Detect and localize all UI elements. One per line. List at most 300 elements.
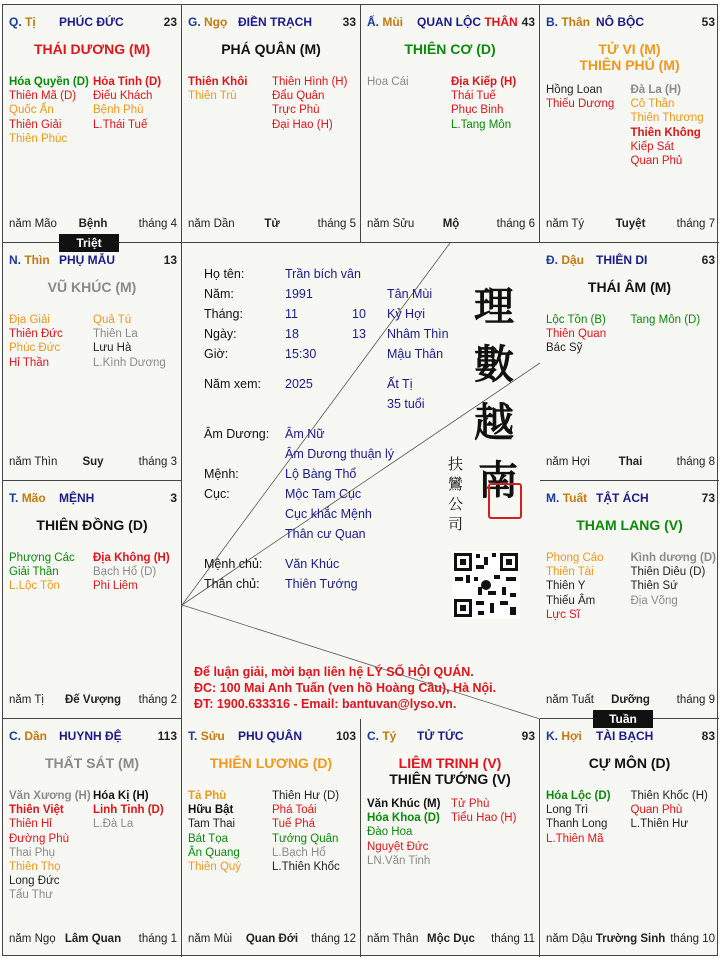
- palace-year: năm Dậu: [546, 933, 593, 945]
- star-item: Thiên Giải: [9, 118, 62, 131]
- star-column-left: [9, 551, 93, 594]
- palace-footer: [9, 933, 177, 947]
- horoscope-chart: [2, 4, 718, 956]
- star-item: Hỉ Thần: [9, 356, 50, 369]
- minor-stars: [188, 789, 356, 874]
- palace-than: [540, 5, 719, 243]
- star-column-left: [188, 789, 272, 874]
- month-lunar: 10: [352, 307, 366, 321]
- main-star: CỰ MÔN (D): [588, 755, 671, 771]
- palace-stage: Bệnh: [78, 218, 108, 230]
- star-item: LN.Văn Tinh: [367, 854, 431, 867]
- star-item: Quan Phù: [630, 804, 683, 817]
- logo-small-1: 扶: [448, 455, 464, 473]
- palace-can-chi: B. Thân: [546, 15, 591, 29]
- palace-month: tháng 6: [496, 218, 535, 230]
- palace-can-chi: Q. Tị: [9, 15, 36, 29]
- palace-mao: [3, 481, 182, 719]
- star-column-right: [631, 313, 716, 356]
- star-column-right: [272, 75, 356, 132]
- main-stars: [3, 517, 181, 533]
- palace-name: TẬT ÁCH: [596, 491, 649, 505]
- hour-value: 15:30: [285, 347, 317, 361]
- view-year-value: 2025: [285, 377, 313, 391]
- star-item: Điếu Khách: [93, 90, 153, 103]
- year-label: Năm:: [204, 287, 234, 301]
- palace-name: ĐIỀN TRẠCH: [238, 15, 312, 29]
- palace-can-chi: T. Mão: [9, 491, 46, 505]
- cuc-value: Mộc Tam Cục: [285, 487, 362, 501]
- palace-month: tháng 3: [138, 456, 177, 468]
- palace-month: tháng 12: [311, 933, 356, 945]
- star-item: Đào Hoa: [367, 826, 413, 839]
- palace-month: tháng 9: [676, 694, 715, 706]
- palace-month: tháng 8: [676, 456, 715, 468]
- palace-stage: Tử: [264, 218, 280, 230]
- month-solar: 11: [285, 307, 298, 321]
- than-chu-label: Thân chủ:: [204, 577, 260, 591]
- star-item: Thiên Thương: [630, 112, 704, 125]
- palace-age: 3: [170, 491, 177, 505]
- palace-stage: Suy: [82, 456, 104, 468]
- palace-name: MỆNH: [59, 491, 95, 505]
- star-item: Thiên Hư (D): [272, 790, 340, 802]
- star-item: Cô Thần: [630, 98, 675, 111]
- star-item: Thiên Trù: [188, 90, 237, 103]
- star-item: Phi Liêm: [93, 580, 138, 593]
- main-stars: [540, 41, 719, 73]
- main-stars: [540, 517, 719, 533]
- palace-name: QUAN LỘC THÂN: [417, 15, 518, 29]
- main-stars: [182, 41, 360, 57]
- seal-stamp: [488, 483, 522, 519]
- palace-footer: [546, 694, 715, 708]
- palace-year: năm Tị: [9, 694, 44, 706]
- year-value: 1991: [285, 287, 313, 301]
- cuc-label: Cục:: [204, 487, 230, 501]
- palace-age: 93: [521, 729, 535, 743]
- star-item: Địa Giải: [9, 314, 50, 326]
- star-column-right: [631, 551, 716, 622]
- menh-chu-value: Văn Khúc: [285, 557, 340, 571]
- palace-ty: [361, 719, 540, 957]
- palace-year: năm Mùi: [188, 933, 233, 945]
- star-item: Văn Xương (H): [9, 790, 91, 802]
- minor-stars: [9, 789, 177, 903]
- palace-year: năm Sửu: [367, 218, 415, 230]
- palace-year: năm Dần: [188, 218, 235, 230]
- palace-year: năm Thìn: [9, 456, 58, 468]
- minor-stars: [546, 83, 715, 168]
- palace-dan: [3, 719, 182, 957]
- palace-footer: [367, 218, 535, 232]
- star-item: Quốc Ấn: [9, 104, 54, 117]
- logo-small-3: 公: [448, 495, 464, 513]
- star-item: Thiên Khốc (H): [630, 790, 708, 802]
- star-item: Đà La (H): [630, 84, 681, 96]
- main-star: TỬ VI (M): [598, 41, 661, 57]
- star-item: Tam Thai: [188, 818, 236, 831]
- logo-char-2: 數: [474, 341, 514, 388]
- star-item: L.Lộc Tồn: [9, 580, 60, 593]
- palace-stage: Thai: [618, 456, 643, 468]
- star-item: Tiểu Hao (H): [451, 812, 517, 825]
- main-star: THÁI ÂM (M): [587, 279, 672, 295]
- main-stars: [3, 755, 181, 771]
- star-item: Thiên Diêu (D): [630, 566, 706, 579]
- star-item: L.Thiên Mã: [546, 832, 604, 845]
- palace-age: 13: [163, 253, 177, 267]
- triet-tag: Triệt: [59, 234, 119, 252]
- star-item: Thiên Không: [630, 126, 701, 139]
- star-item: Phượng Các: [9, 552, 75, 564]
- day-can-chi: Nhâm Thìn: [387, 327, 449, 341]
- palace-year: năm Mão: [9, 218, 57, 230]
- palace-name: HUYNH ĐỆ: [59, 729, 122, 743]
- minor-stars: [546, 551, 715, 622]
- palace-footer: [9, 218, 177, 232]
- star-item: Long Trì: [546, 804, 589, 817]
- logo-small-4: 司: [448, 515, 464, 533]
- palace-name: PHU QUÂN: [238, 729, 303, 743]
- star-item: L.Đà La: [93, 818, 134, 831]
- star-column-right: [272, 789, 356, 874]
- palace-ti: [3, 5, 182, 243]
- logo-char-1: 理: [474, 283, 514, 330]
- star-column-left: [367, 797, 451, 868]
- star-column-right: [451, 75, 535, 132]
- star-item: Ân Quang: [188, 846, 240, 859]
- star-item: Trực Phù: [272, 104, 320, 117]
- star-item: Địa Võng: [630, 594, 678, 607]
- star-item: Thai Phụ: [9, 846, 56, 859]
- palace-footer: [9, 694, 177, 708]
- minor-stars: [367, 75, 535, 132]
- star-item: Thái Tuế: [451, 90, 496, 103]
- palace-footer: [546, 933, 715, 947]
- palace-can-chi: G. Ngọ: [188, 15, 228, 29]
- star-item: Hóa Khoa (D): [367, 812, 440, 825]
- star-item: L.Tang Môn: [451, 118, 512, 131]
- star-item: Thiên Quý: [188, 861, 242, 874]
- palace-year: năm Hợi: [546, 456, 590, 468]
- star-column-right: [631, 789, 716, 846]
- palace-age: 23: [163, 15, 177, 29]
- star-item: Bệnh Phù: [93, 104, 144, 117]
- logo-char-3: 越: [474, 399, 514, 446]
- star-item: Tướng Quân: [272, 832, 339, 845]
- star-item: Thiên Quan: [546, 328, 607, 341]
- palace-year: năm Tý: [546, 218, 585, 230]
- star-item: Thiên Phúc: [9, 132, 68, 145]
- minor-stars: [9, 313, 177, 370]
- star-item: Phá Toái: [272, 804, 317, 817]
- star-item: Tử Phù: [451, 798, 490, 810]
- palace-footer: [188, 218, 356, 232]
- menh-value: Lộ Bàng Thổ: [285, 467, 357, 481]
- minor-stars: [546, 789, 715, 846]
- main-star: LIÊM TRINH (V): [398, 755, 502, 771]
- star-column-right: [93, 313, 177, 370]
- palace-month: tháng 7: [676, 218, 715, 230]
- star-column-left: [367, 75, 451, 132]
- palace-name: TỬ TỨC: [417, 729, 464, 743]
- star-column-right: [451, 797, 535, 868]
- palace-can-chi: Đ. Dậu: [546, 253, 585, 267]
- star-item: Hóa Kị (H): [93, 790, 149, 802]
- than-position: Thân cư Quan: [285, 527, 366, 541]
- palace-footer: [546, 456, 715, 470]
- palace-thin: [3, 243, 182, 481]
- palace-hoi: [540, 719, 719, 957]
- view-year-can-chi: Ất Tị: [387, 377, 413, 391]
- star-column-left: [546, 551, 631, 622]
- star-item: Bạch Hổ (D): [93, 566, 157, 579]
- star-item: Lưu Hà: [93, 342, 132, 355]
- star-item: Phong Cáo: [546, 552, 604, 564]
- palace-age: 113: [157, 729, 177, 743]
- view-age: 35 tuổi: [387, 397, 425, 411]
- amduong-value: Âm Nữ: [285, 427, 325, 441]
- main-stars: [3, 41, 181, 57]
- star-item: L.Thiên Khốc: [272, 861, 340, 874]
- star-item: Thiên Khôi: [188, 76, 248, 88]
- main-stars: [540, 755, 719, 771]
- star-column-right: [93, 75, 177, 146]
- main-stars: [361, 755, 539, 787]
- qr-code[interactable]: [452, 551, 520, 619]
- star-item: Bát Tọa: [188, 832, 229, 845]
- contact-line-1: Để luận giải, mời bạn liên hệ LÝ SỐ HỘI QUÁN.: [194, 665, 474, 679]
- star-item: Hóa Lộc (D): [546, 790, 611, 802]
- palace-footer: [367, 933, 535, 947]
- star-item: Hồng Loan: [546, 84, 603, 96]
- star-item: Phục Binh: [451, 104, 504, 117]
- star-item: Linh Tinh (D): [93, 804, 164, 817]
- star-item: Tang Môn (D): [630, 314, 701, 326]
- palace-can-chi: T. Sửu: [188, 729, 225, 743]
- star-item: Đường Phù: [9, 832, 69, 845]
- star-item: L.Thiên Hư: [630, 818, 689, 831]
- star-item: Thiên Y: [546, 580, 586, 593]
- cuc-relation: Cục khắc Mệnh: [285, 507, 372, 521]
- menh-chu-label: Mệnh chủ:: [204, 557, 263, 571]
- star-item: Hữu Bật: [188, 804, 234, 817]
- main-star: THAM LANG (V): [576, 517, 683, 533]
- palace-month: tháng 5: [317, 218, 356, 230]
- palace-ngo: [182, 5, 361, 243]
- palace-can-chi: C. Tý: [367, 729, 397, 743]
- star-item: Thiên Sứ: [630, 580, 678, 593]
- palace-age: 73: [701, 491, 715, 505]
- contact-address: ĐC: 100 Mai Anh Tuấn (ven hồ Hoàng Cầu), Hà Nội.: [194, 681, 497, 695]
- star-item: Tả Phù: [188, 790, 227, 802]
- palace-name: PHÚC ĐỨC: [59, 15, 124, 29]
- star-item: Thiên Thọ: [9, 861, 61, 874]
- palace-can-chi: N. Thìn: [9, 253, 50, 267]
- palace-can-chi: K. Hợi: [546, 729, 582, 743]
- palace-month: tháng 11: [491, 933, 535, 945]
- center-info-panel: [182, 243, 540, 719]
- menh-label: Mệnh:: [204, 467, 239, 481]
- palace-month: tháng 4: [138, 218, 177, 230]
- palace-can-chi: C. Dần: [9, 729, 48, 743]
- star-item: Thiếu Dương: [546, 98, 615, 111]
- main-stars: [182, 755, 360, 771]
- star-item: Thiên Tài: [546, 566, 594, 579]
- star-item: L.Bạch Hổ: [272, 846, 326, 859]
- palace-stage: Quan Đới: [245, 933, 299, 945]
- star-item: Giải Thần: [9, 566, 59, 579]
- palace-age: 43: [521, 15, 535, 29]
- palace-tuat: [540, 481, 719, 719]
- than-marker: THÂN: [484, 15, 518, 29]
- palace-footer: [9, 456, 177, 470]
- star-item: L.Kình Dương: [93, 356, 166, 369]
- star-column-left: [188, 75, 272, 132]
- than-chu-value: Thiên Tướng: [285, 577, 358, 591]
- star-item: Thiên Hình (H): [272, 76, 348, 88]
- star-column-left: [546, 789, 631, 846]
- palace-stage: Đế Vượng: [64, 694, 122, 706]
- star-item: Thiên Việt: [9, 804, 64, 817]
- main-star: THIÊN PHỦ (M): [579, 57, 680, 73]
- star-column-right: [93, 789, 177, 903]
- star-item: Thiên Hỉ: [9, 818, 52, 831]
- palace-age: 103: [335, 729, 356, 743]
- palace-suu: [182, 719, 361, 957]
- day-solar: 18: [285, 327, 299, 341]
- star-item: Đại Hao (H): [272, 118, 333, 131]
- star-item: Thanh Long: [546, 818, 608, 831]
- star-item: Thiên Mã (D): [9, 90, 77, 103]
- palace-year: năm Tuất: [546, 694, 594, 706]
- amduong-relation: Âm Dương thuận lý: [285, 447, 394, 461]
- logo-char-4: 南: [478, 457, 518, 504]
- palace-month: tháng 2: [138, 694, 177, 706]
- main-star: THIÊN LƯƠNG (D): [209, 755, 333, 771]
- minor-stars: [188, 75, 356, 132]
- star-item: Địa Không (H): [93, 552, 170, 564]
- star-item: Quan Phủ: [630, 155, 683, 168]
- name-label: Họ tên:: [204, 267, 245, 281]
- palace-age: 33: [342, 15, 356, 29]
- month-label: Tháng:: [204, 307, 243, 321]
- star-column-left: [9, 75, 93, 146]
- palace-name: PHỤ MẪU: [59, 253, 115, 267]
- main-star: THẤT SÁT (M): [44, 755, 140, 771]
- palace-stage: Tuyệt: [615, 218, 646, 230]
- main-stars: [540, 279, 719, 295]
- palace-stage: Trường Sinh: [595, 933, 666, 945]
- palace-stage: Mộc Dục: [427, 933, 475, 945]
- star-item: Địa Kiếp (H): [451, 76, 517, 88]
- star-item: Đẩu Quân: [272, 90, 325, 103]
- star-item: Lực Sĩ: [546, 608, 580, 621]
- star-item: Hóa Quyền (D): [9, 76, 89, 88]
- year-can-chi: Tân Mùi: [387, 287, 433, 301]
- view-year-label: Năm xem:: [204, 377, 261, 391]
- star-item: Văn Khúc (M): [367, 798, 441, 810]
- star-item: Thiên Đức: [9, 328, 63, 341]
- star-item: Bác Sỹ: [546, 342, 583, 355]
- minor-stars: [9, 75, 177, 146]
- star-item: Phúc Đức: [9, 342, 61, 355]
- month-can-chi: Kỷ Hợi: [387, 307, 426, 321]
- main-star: THIÊN CƠ (D): [404, 41, 496, 57]
- minor-stars: [9, 551, 177, 594]
- palace-stage: Dưỡng: [611, 694, 650, 706]
- palace-name: TÀI BẠCH: [596, 729, 654, 743]
- palace-dau: [540, 243, 719, 481]
- palace-footer: [546, 218, 715, 232]
- palace-month: tháng 10: [670, 933, 715, 945]
- main-star: PHÁ QUÂN (M): [221, 41, 321, 57]
- star-column-right: [93, 551, 177, 594]
- palace-year: năm Thân: [367, 933, 419, 945]
- main-star: THÁI DƯƠNG (M): [33, 41, 151, 57]
- star-item: Lộc Tồn (B): [546, 314, 606, 326]
- tuan-tag: Tuần: [593, 710, 653, 728]
- main-stars: [3, 279, 181, 295]
- star-column-left: [546, 313, 631, 356]
- star-item: Long Đức: [9, 875, 60, 888]
- day-label: Ngày:: [204, 327, 237, 341]
- hour-can-chi: Mậu Thân: [387, 347, 444, 361]
- star-column-left: [9, 789, 93, 903]
- main-star: THIÊN ĐỒNG (D): [36, 517, 148, 533]
- palace-age: 63: [701, 253, 715, 267]
- star-item: L.Thái Tuế: [93, 118, 148, 131]
- palace-age: 83: [701, 729, 715, 743]
- palace-name: NÔ BỘC: [596, 15, 644, 29]
- contact-phone-email: ĐT: 1900.633316 - Email: bantuvan@lyso.vn.: [194, 697, 457, 711]
- star-item: Thiếu Âm: [546, 594, 596, 607]
- star-item: Tuế Phá: [272, 818, 316, 831]
- main-star: VŨ KHÚC (M): [47, 279, 137, 295]
- star-item: Thiên La: [93, 328, 138, 341]
- palace-mui: [361, 5, 540, 243]
- star-item: Hỏa Tinh (D): [93, 76, 162, 88]
- star-item: Tấu Thư: [9, 889, 53, 902]
- star-column-left: [9, 313, 93, 370]
- palace-can-chi: M. Tuất: [546, 491, 588, 505]
- star-item: Quả Tú: [93, 314, 132, 326]
- palace-stage: Lâm Quan: [64, 933, 122, 945]
- hour-label: Giờ:: [204, 347, 229, 361]
- palace-footer: [188, 933, 356, 947]
- palace-name: THIÊN DI: [596, 253, 648, 267]
- palace-stage: Mộ: [442, 218, 460, 230]
- star-column-right: [631, 83, 716, 168]
- star-item: Kiếp Sát: [630, 140, 674, 153]
- palace-age: 53: [701, 15, 715, 29]
- palace-can-chi: Ấ. Mùi: [367, 15, 404, 29]
- logo-small-2: 鸞: [448, 475, 464, 493]
- palace-year: năm Ngọ: [9, 933, 56, 945]
- minor-stars: [367, 797, 535, 868]
- star-column-left: [546, 83, 631, 168]
- minor-stars: [546, 313, 715, 356]
- day-lunar: 13: [352, 327, 366, 341]
- star-item: Hoa Cái: [367, 76, 409, 88]
- main-star: THIÊN TƯỚNG (V): [389, 771, 511, 787]
- main-stars: [361, 41, 539, 57]
- amduong-label: Âm Dương:: [204, 427, 270, 441]
- star-item: Kình dương (D): [630, 552, 716, 564]
- palace-month: tháng 1: [138, 933, 177, 945]
- star-item: Nguyệt Đức: [367, 840, 429, 853]
